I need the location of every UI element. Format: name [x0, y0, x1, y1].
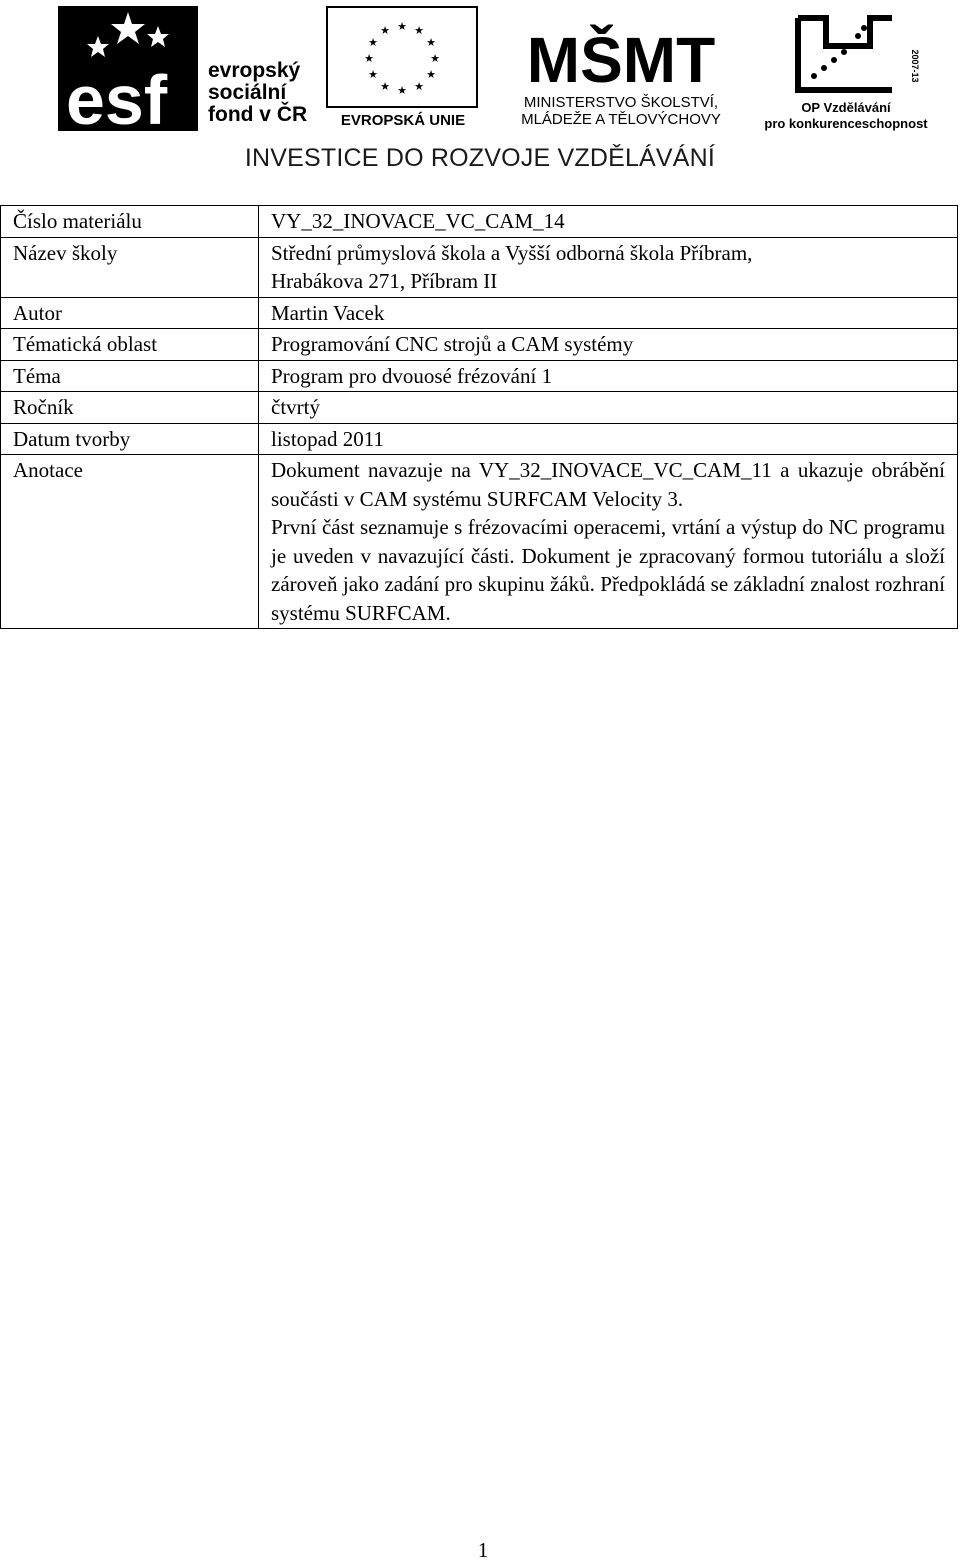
row-label: Datum tvorby	[1, 423, 259, 455]
table-row	[1, 206, 958, 238]
op-line-1: OP Vzdělávání	[801, 100, 891, 115]
table-row	[1, 237, 958, 297]
table-row	[1, 329, 958, 361]
annotation-value	[259, 455, 958, 629]
logo-header	[0, 0, 960, 140]
annotation-paragraph-1: Dokument navazuje na VY_32_INOVACE_VC_CAM_11 a ukazuje obrábění součásti v CAM systému SURFCAM Velocity 3.	[271, 458, 945, 511]
annotation-label: Anotace	[1, 455, 259, 629]
row-label: Tématická oblast	[1, 329, 259, 361]
msmt-mark-icon	[490, 6, 752, 94]
page-number: 1	[477, 1538, 489, 1562]
row-label: Téma	[1, 360, 259, 392]
annotation-paragraph-2: První část seznamuje s frézovacími operacemi, vrtání a výstup do NC programu je uveden v navazující části. Dokument je zpracovaný formou tutoriálu a složí zároveň jako zadání pro skupinu žáků. Předpokládá se základní znalost rozhraní systému SURFCAM.	[271, 515, 945, 625]
table-row	[1, 423, 958, 455]
eu-logo	[326, 6, 480, 130]
material-info-table	[0, 205, 958, 629]
msmt-logo	[490, 6, 752, 130]
table-row-annotation	[1, 455, 958, 629]
esf-line-3: fond v ČR	[208, 103, 308, 126]
table-row	[1, 392, 958, 424]
row-label: Ročník	[1, 392, 259, 424]
investice-banner: INVESTICE DO ROZVOJE VZDĚLÁVÁNÍ	[244, 144, 716, 172]
msmt-line-1: MINISTERSTVO ŠKOLSTVÍ,	[523, 94, 719, 111]
row-label: Autor	[1, 297, 259, 329]
row-label: Číslo materiálu	[1, 206, 259, 238]
table-row	[1, 297, 958, 329]
op-line-2: pro konkurenceschopnost	[764, 116, 928, 131]
svg-text:★: ★	[397, 21, 407, 33]
row-value: Program pro dvouosé frézování 1	[259, 360, 958, 392]
svg-text:★: ★	[414, 25, 424, 37]
msmt-line-2: MLÁDEŽE A TĚLOVÝCHOVY	[521, 111, 721, 128]
svg-text:★: ★	[430, 53, 440, 65]
esf-line-2: sociální	[208, 81, 287, 104]
row-value: Martin Vacek	[259, 297, 958, 329]
op-mark-icon	[762, 6, 930, 98]
svg-text:★: ★	[414, 81, 424, 93]
row-value: čtvrtý	[259, 392, 958, 424]
svg-text:★: ★	[368, 37, 378, 49]
table-row	[1, 360, 958, 392]
esf-line-1: evropský	[208, 59, 301, 82]
svg-text:★: ★	[380, 81, 390, 93]
row-label: Název školy	[1, 237, 259, 297]
row-value: Programování CNC strojů a CAM systémy	[259, 329, 958, 361]
row-value: listopad 2011	[259, 423, 958, 455]
row-value: VY_32_INOVACE_VC_CAM_14	[259, 206, 958, 238]
svg-text:★: ★	[380, 25, 390, 37]
svg-text:MŠMT: MŠMT	[526, 24, 716, 94]
svg-text:2007-13: 2007-13	[910, 49, 920, 83]
svg-text:★: ★	[426, 69, 436, 81]
svg-text:★: ★	[364, 53, 374, 65]
eu-caption: EVROPSKÁ UNIE	[340, 112, 466, 129]
row-value: Střední průmyslová škola a Vyšší odborná škola Příbram, Hrabákova 271, Příbram II	[259, 237, 958, 297]
svg-text:★: ★	[426, 37, 436, 49]
svg-text:★: ★	[397, 85, 407, 97]
svg-text:esf: esf	[66, 61, 168, 131]
svg-text:★: ★	[368, 69, 378, 81]
esf-logo	[58, 6, 318, 131]
op-logo	[762, 6, 930, 130]
